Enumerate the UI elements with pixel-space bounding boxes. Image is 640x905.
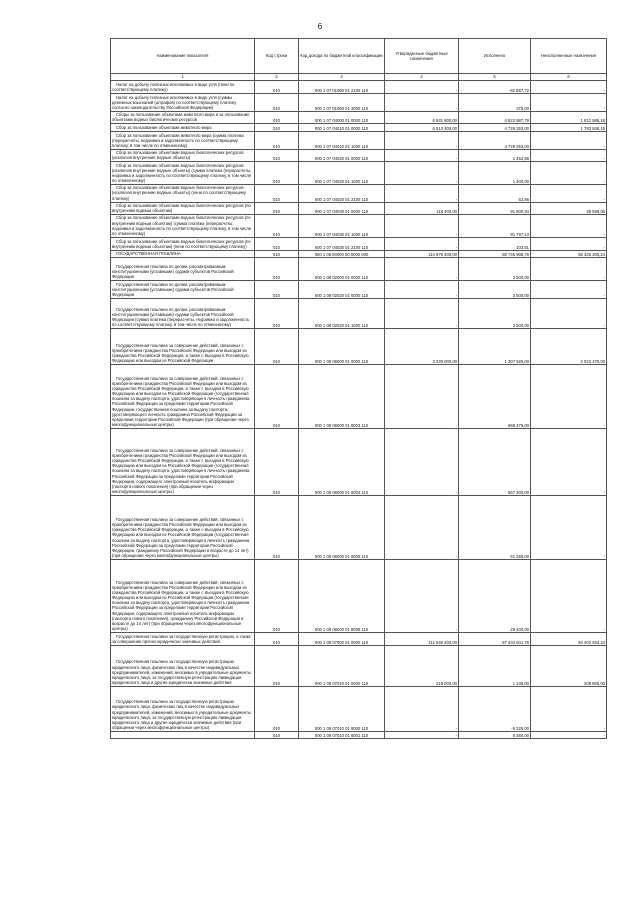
row-approved-cell: - [385,94,459,112]
row-income-code-cell: 000 1 08 07010 01 0000 110 [299,645,385,686]
income-report-table [110,38,607,739]
row-executed-cell: 3 500,00 [459,257,531,280]
row-name-text: Налог на добычу полезных ископаемых в виде угля (пени по соответствующему платежу) [112,81,235,92]
table-row [111,214,607,237]
row-line-code-cell: 010 [255,94,299,112]
row-income-code-cell: 000 1 08 06000 01 8005 110 [299,495,385,559]
row-name-cell [111,94,255,112]
row-name-cell [111,686,255,731]
row-name-text: ГОСУДАРСТВЕННАЯ ПОШЛИНА [116,250,181,256]
row-approved-cell: 219 000,00 [385,645,459,686]
row-income-code-cell: 000 1 07 04010 01 1000 110 [299,132,385,150]
row-income-code-cell: 000 1 08 07010 01 8001 110 [299,731,385,738]
row-approved-cell: - [385,731,459,738]
row-approved-cell: 111 546 400,00 [385,632,459,645]
row-approved-cell: - [385,298,459,328]
row-income-code-cell: 000 1 08 02020 01 0000 110 [299,280,385,298]
row-executed-cell: 3 500,00 [459,280,531,298]
row-name-text: Государственная пошлина по делам, рассматриваемым конституционными (уставными) судами субъектов Российской Федерации [112,281,234,297]
row-name-cell [111,495,255,559]
row-line-code-cell: 010 [255,257,299,280]
row-line-code-cell: 010 [255,237,299,250]
row-name-text: Государственная пошлина за государственную регистрацию юридического лица, физических лиц в качестве индивидуальных предпринимателей, изменений, вносимых в учредительные документы юридического лица, за государственную регистрацию ликвидации юридического лица и другие юридически значимые действия (при обращении через многофункциональные центры) [112,699,252,730]
row-name-text: Государственная пошлина за совершение действий, связанных с приобретением гражданства Российской Федерации или выходом из гражданства Российской Федерации, а также с въездом в Российскую Федерацию или выездом из Российской Федерации (государственная пошлина за выдачу паспорта, удостоверяющего личность гражданина Российской Федерации за пределами территории Российской Федерации, государственная пошлина за выдачу паспорта, удостоверяющего личность гражданина Российской Федерации за пределами территории Российской Федерации (при обращении через многофункциональные центры) [112,376,250,427]
row-line-code-cell: 010 [255,112,299,124]
row-income-code-cell: 000 1 07 04020 01 0000 110 [299,150,385,162]
row-approved-cell: - [385,364,459,428]
row-name-text: Государственная пошлина за государственную регистрацию юридического лица, физических лиц в качестве индивидуальных предпринимателей, изменений, вносимых в учредительные документы юридического лица, за государственную регистрацию ликвидации юридического лица и другие юридически значимые действия [112,659,252,685]
row-approved-cell: 114 876 400,00 [385,250,459,257]
row-name-cell [111,645,255,686]
row-unexecuted-cell: 56 425 405,24 [531,250,607,257]
table-row [111,124,607,132]
column-index-row [111,74,607,81]
table-row [111,185,607,202]
row-name-cell [111,237,255,250]
column-index: 4 [385,74,459,81]
table-row [111,237,607,250]
column-index: 5 [459,74,531,81]
row-line-code-cell: 010 [255,559,299,632]
row-name-cell [111,202,255,214]
column-index: 1 [111,74,255,81]
row-name-text: Сбор за пользование объектами животного мира (сумма платежа (перерасчеты, недоимка и задолженность по соответствующему платежу, в том числе по отмененному) [112,132,244,149]
row-executed-cell: 3 500,00 [459,298,531,328]
row-income-code-cell: 000 1 08 02000 01 0000 110 [299,257,385,280]
row-approved-cell: - [385,686,459,731]
row-executed-cell: 58 745 906,76 [459,250,531,257]
table-row [111,81,607,94]
row-executed-cell: 1 135,00 [459,645,531,686]
row-unexecuted-cell: 1 783 846,16 [531,124,607,132]
row-name-cell [111,632,255,645]
row-approved-cell: - [385,428,459,495]
table-row [111,645,607,686]
row-income-code-cell: 000 1 07 04020 01 1000 110 [299,162,385,185]
row-executed-cell: 4 822 887,78 [459,112,531,124]
row-income-code-cell: 000 1 08 00000 00 0000 000 [299,250,385,257]
row-line-code-cell: 010 [255,280,299,298]
row-income-code-cell: 000 1 07 04020 01 2100 110 [299,185,385,202]
row-line-code-cell: 010 [255,686,299,731]
row-name-text: Государственная пошлина по делам, рассматриваемым конституционными (уставными) судами субъектов Российской Федерации (сумма платежа (перерасчеты, недоимка и задолженность по соответствующему платежу, в том числе по отмененному) [112,306,250,327]
row-line-code-cell: 010 [255,495,299,559]
row-unexecuted-cell: - [531,686,607,731]
table-row [111,94,607,112]
row-approved-cell: - [385,237,459,250]
row-name-cell [111,150,255,162]
row-line-code-cell: 010 [255,645,299,686]
row-name-cell [111,298,255,328]
row-income-code-cell: 000 1 08 06000 01 8006 110 [299,559,385,632]
table-row [111,150,607,162]
row-name-text: Государственная пошлина за совершение действий, связанных с приобретением гражданства Российской Федерации или выходом из гражданства Российской Федерации, а также с въездом в Российскую Федерацию или выездом из Российской Федерации (государственная пошлина за выдачу паспорта, удостоверяющего личность гражданина Российской Федерации за пределами территории Российской Федерации, гражданину Российской Федерации в возрасте до 14 лет) (при обращении через многофункциональные центры) [112,517,250,558]
header-name: Наименование показателя [111,39,255,74]
row-approved-cell: - [385,150,459,162]
row-name-cell [111,364,255,428]
row-line-code-cell: 010 [255,162,299,185]
row-executed-cell: 375,00 [459,94,531,112]
row-income-code-cell: 000 1 08 06000 01 0000 110 [299,328,385,364]
row-name-cell [111,280,255,298]
table-row [111,328,607,364]
row-income-code-cell: 000 1 07 01060 01 3000 110 [299,94,385,112]
row-income-code-cell: 000 1 07 04010 01 0000 110 [299,124,385,132]
row-executed-cell: 1 307 525,00 [459,328,531,364]
column-index: 2 [255,74,299,81]
row-name-cell [111,559,255,632]
row-approved-cell: - [385,162,459,185]
row-name-text: Сбор за пользование объектами водных биологических ресурсов (по внутренним водным объектам) [112,202,251,213]
row-executed-cell: 567 300,00 [459,428,531,495]
row-executed-cell: 669 475,00 [459,364,531,428]
table-row [111,364,607,428]
row-income-code-cell: 000 1 08 07000 01 0000 110 [299,632,385,645]
row-name-cell [111,81,255,94]
row-income-code-cell: 000 1 07 04030 01 0000 110 [299,202,385,214]
row-line-code-cell: 010 [255,731,299,738]
header-unexecuted: Неисполненные назначения [531,39,607,74]
row-line-code-cell: 010 [255,185,299,202]
table-row [111,559,607,632]
table-row [111,132,607,150]
row-executed-cell: 1 452,86 [459,150,531,162]
row-name-text: Государственная пошлина по делам, рассматриваемым конституционными (уставными) судами субъектов Российской Федерации [112,263,234,279]
row-income-code-cell: 000 1 07 04000 01 0000 110 [299,112,385,124]
row-line-code-cell: 010 [255,124,299,132]
row-name-text: Налог на добычу полезных ископаемых в виде угля (суммы денежных взысканий (штрафов) по соответствующему платежу согласно законодательству Российской Федерации) [112,94,237,110]
row-executed-cell: -5 225,00 [459,686,531,731]
row-executed-cell: 4 729 253,00 [459,132,531,150]
row-unexecuted-cell: - [531,731,607,738]
row-unexecuted-cell: - [531,132,607,150]
row-name-text: Сбор за пользование объектами водных биологических ресурсов (по внутренним водным объектам) (сумма платежа (перерасчеты, недоимка и задолженность по соответствующему платежу, в том числе по отмененному) [112,215,252,236]
row-unexecuted-cell: - [531,364,607,428]
row-unexecuted-cell: - [531,150,607,162]
row-name-text: Государственная пошлина за совершение действий, связанных с приобретением гражданства Российской Федерации или выходом из гражданства Российской Федерации, а также с въездом в Российскую Федерацию или выездом из Российской Федерации (государственная пошлина за выдачу паспорта, удостоверяющего личность гражданина Российской Федерации за пределами территории Российской Федерации, содержащего электронный носитель информации (паспорта нового поколения) (при обращении через многофункциональные центры) [112,448,250,494]
row-name-cell [111,112,255,124]
row-income-code-cell: 000 1 08 06000 01 8003 110 [299,364,385,428]
row-approved-cell: - [385,81,459,94]
row-unexecuted-cell: - [531,214,607,237]
row-unexecuted-cell: - [531,428,607,495]
table-row [111,202,607,214]
row-executed-cell: 57 434 841,76 [459,632,531,645]
row-name-text: Сбор за пользование объектами водных биологических ресурсов (исключая внутренние водные объекты) (пени по соответствующему платежу) [112,185,246,201]
row-name-text: Государственная пошлина за совершение действий, связанных с приобретением гражданства Российской Федерации или выходом из гражданства Российской Федерации, а также с въездом в Российскую Федерацию или выездом из Российской Федерации [112,342,249,363]
row-executed-cell: 52,86 [459,185,531,202]
row-line-code-cell: 010 [255,81,299,94]
row-approved-cell: 6 513 400,00 [385,124,459,132]
row-unexecuted-cell: - [531,185,607,202]
row-name-cell [111,185,255,202]
row-income-code-cell: 000 1 07 04030 01 1000 110 [299,214,385,237]
row-income-code-cell: 000 1 08 06000 01 8004 110 [299,428,385,495]
row-unexecuted-cell: 208 865,00 [531,645,607,686]
row-unexecuted-cell: - [531,237,607,250]
row-name-cell [111,328,255,364]
row-unexecuted-cell: - [531,559,607,632]
row-name-cell [111,428,255,495]
table-row [111,731,607,738]
row-income-code-cell: 000 1 08 07010 01 8000 110 [299,686,385,731]
table-row [111,112,607,124]
header-income-code: Код дохода по бюджетной классификации [299,39,385,74]
row-approved-cell: 6 631 800,00 [385,112,459,124]
row-unexecuted-cell: - [531,280,607,298]
table-row [111,686,607,731]
header-executed: Исполнено [459,39,531,74]
row-income-code-cell: 000 1 07 04030 01 2100 110 [299,237,385,250]
row-approved-cell: 118 400,00 [385,202,459,214]
row-unexecuted-cell: 2 022 475,00 [531,328,607,364]
table-row [111,428,607,495]
row-income-code-cell: 000 1 08 02020 01 1000 110 [299,298,385,328]
header-line-code: Код строки [255,39,299,74]
row-income-code-cell: 000 1 07 01060 01 2100 110 [299,81,385,94]
table-row [111,495,607,559]
page-number: 6 [317,22,323,31]
table-row [111,280,607,298]
row-line-code-cell: 010 [255,632,299,645]
row-name-cell [111,132,255,150]
row-name-cell [111,250,255,257]
row-executed-cell: 29 400,00 [459,559,531,632]
row-approved-cell: - [385,559,459,632]
row-unexecuted-cell: 54 402 933,24 [531,632,607,645]
row-executed-cell: 1 400,00 [459,162,531,185]
table-row [111,298,607,328]
column-index: 6 [531,74,607,81]
table-header-row [111,39,607,74]
row-executed-cell: 103,81 [459,237,531,250]
row-approved-cell: - [385,214,459,237]
table-row [111,632,607,645]
row-approved-cell: - [385,280,459,298]
row-approved-cell: - [385,185,459,202]
row-name-cell [111,124,255,132]
row-unexecuted-cell: 1 812 585,18 [531,112,607,124]
column-index: 3 [299,74,385,81]
table-body [111,74,607,739]
row-unexecuted-cell: - [531,298,607,328]
row-line-code-cell: 010 [255,250,299,257]
row-approved-cell: - [385,132,459,150]
row-line-code-cell: 010 [255,150,299,162]
row-line-code-cell: 010 [255,298,299,328]
row-name-text: Государственная пошлина за государственную регистрацию, а также за совершение прочих юридически значимых действий [112,633,251,644]
row-unexecuted-cell: - [531,495,607,559]
row-name-text: Сбор за пользование объектами водных биологических ресурсов (исключая внутренние водные объекты) (сумма платежа (перерасчеты, недоимка и задолженность по соответствующему платежу, в том числе по отмененному) [112,163,252,184]
table-row [111,162,607,185]
row-unexecuted-cell: - [531,162,607,185]
table-row [111,250,607,257]
row-line-code-cell: 010 [255,328,299,364]
row-approved-cell: - [385,495,459,559]
row-executed-cell: 6 360,00 [459,731,531,738]
row-name-cell [111,162,255,185]
row-name-cell [111,257,255,280]
row-line-code-cell: 010 [255,202,299,214]
row-name-text: Сбор за пользование объектами водных биологических ресурсов (по внутренним водным объектам) (пени по соответствующему платежу) [112,238,251,249]
row-executed-cell: 91 797,13 [459,214,531,237]
row-unexecuted-cell: - [531,257,607,280]
row-name-text: Сбор за пользование объектами водных биологических ресурсов (исключая внутренние водные объекты) [112,150,244,161]
row-name-cell [111,214,255,237]
row-line-code-cell: 010 [255,132,299,150]
row-approved-cell: - [385,257,459,280]
row-unexecuted-cell: 26 599,06 [531,202,607,214]
row-line-code-cell: 010 [255,428,299,495]
header-approved: Утвержденные бюджетные назначения [385,39,459,74]
row-approved-cell: 3 330 000,00 [385,328,459,364]
row-name-text: Государственная пошлина за совершение действий, связанных с приобретением гражданства Российской Федерации или выходом из гражданства Российской Федерации, а также с въездом в Российскую Федерацию или выездом из Российской Федерации (государственная пошлина за выдачу паспорта, удостоверяющего личность гражданина Российской Федерации за пределами территории Российской Федерации, содержащего электронный носитель информации (паспорта нового поколения), гражданину Российской Федерации в возрасте до 14 лет) (при обращении через многофункциональные центры) [112,580,250,631]
row-line-code-cell: 010 [255,364,299,428]
row-executed-cell: 91 800,94 [459,202,531,214]
row-line-code-cell: 010 [255,214,299,237]
row-unexecuted-cell: - [531,81,607,94]
row-unexecuted-cell: - [531,94,607,112]
row-name-cell [111,731,255,738]
row-executed-cell: 4 729 253,00 [459,124,531,132]
row-executed-cell: -82 657,72 [459,81,531,94]
row-name-text: Сбор за пользование объектами животного мира [116,125,212,131]
row-executed-cell: 61 350,00 [459,495,531,559]
row-name-text: Сборы за пользование объектами животного мира и за пользование объектами водных биологических ресурсов [112,112,250,123]
table-row [111,257,607,280]
